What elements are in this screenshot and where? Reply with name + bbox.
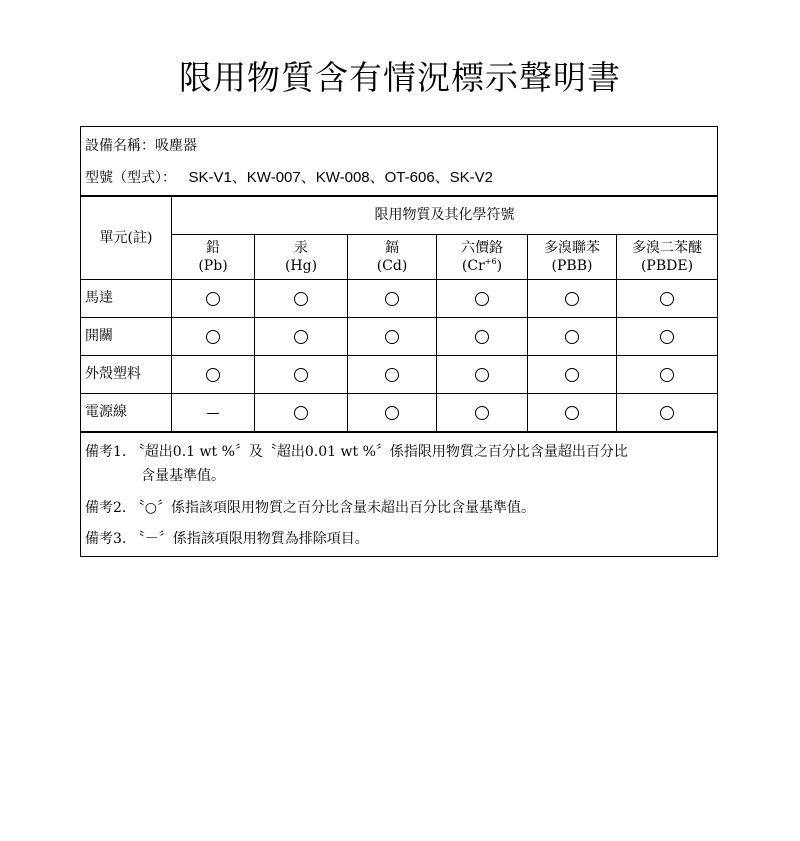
note-text: 〝○〞係指該項限用物質之百分比含量未超出百分比含量基準值。 <box>130 500 536 516</box>
model-value: SK-V1、KW-007、KW-008、OT-606、SK-V2 <box>188 169 494 186</box>
substance-header-pbb: 多溴聯苯 (PBB) <box>544 240 600 274</box>
divider <box>81 317 717 318</box>
compliant-circle-icon <box>660 406 674 420</box>
compliant-circle-icon <box>206 330 220 344</box>
compliant-circle-icon <box>475 368 489 382</box>
unit-header: 單元(註) <box>99 229 153 246</box>
substance-header-pbde: 多溴二苯醚 (PBDE) <box>632 240 702 274</box>
compliant-circle-icon <box>565 368 579 382</box>
note-1-continued: 含量基準值。 <box>141 468 225 484</box>
compliant-circle-icon <box>385 368 399 382</box>
note-2 <box>85 499 535 517</box>
row-unit-power-cord: 電源線 <box>85 404 127 420</box>
model-number <box>85 169 493 187</box>
compliant-circle-icon <box>475 292 489 306</box>
note-text: 〝超出0.1 wt %〞及〝超出0.01 wt %〞係指限用物質之百分比含量超出百分比 <box>130 444 628 460</box>
row-unit-housing-plastic: 外殼塑料 <box>85 366 141 382</box>
compliant-circle-icon <box>385 330 399 344</box>
page-title: 限用物質含有情況標示聲明書 <box>179 58 621 97</box>
compliant-circle-icon <box>294 330 308 344</box>
excluded-dash-icon <box>207 413 219 414</box>
divider <box>81 431 717 433</box>
divider <box>81 393 717 394</box>
compliant-circle-icon <box>206 368 220 382</box>
row-unit-switch: 開關 <box>85 328 113 344</box>
compliant-circle-icon <box>660 330 674 344</box>
note-label: 備考3. <box>85 531 127 547</box>
equipment-name <box>85 137 197 155</box>
note-label: 備考1. <box>85 444 127 460</box>
compliant-circle-icon <box>565 292 579 306</box>
compliant-circle-icon <box>294 406 308 420</box>
note-label: 備考2. <box>85 500 127 516</box>
compliant-circle-icon <box>385 406 399 420</box>
declaration-form <box>80 126 718 557</box>
compliant-circle-icon <box>294 368 308 382</box>
substance-header-lead: 鉛 (Pb) <box>198 240 228 274</box>
compliant-circle-icon <box>294 292 308 306</box>
note-text: 〝－〞係指該項限用物質為排除項目。 <box>130 531 369 547</box>
compliant-circle-icon <box>206 292 220 306</box>
compliant-circle-icon <box>565 330 579 344</box>
substance-header-mercury: 汞 (Hg) <box>284 240 318 274</box>
divider <box>81 279 717 280</box>
note-1 <box>85 443 628 461</box>
note-3 <box>85 530 369 548</box>
compliant-circle-icon <box>565 406 579 420</box>
compliant-circle-icon <box>475 330 489 344</box>
row-unit-motor: 馬達 <box>85 290 113 306</box>
compliant-circle-icon <box>475 406 489 420</box>
equipment-value: 吸塵器 <box>155 138 197 154</box>
substance-header-hexavalent-chromium: 六價鉻 $(Cr^{+6})$ <box>461 240 503 274</box>
equipment-label: 設備名稱： <box>85 138 155 154</box>
divider <box>81 355 717 356</box>
substance-header-cadmium: 鎘 (Cd) <box>376 240 408 274</box>
substance-group-header: 限用物質及其化學符號 <box>374 207 515 223</box>
compliant-circle-icon <box>385 292 399 306</box>
compliant-circle-icon <box>660 368 674 382</box>
compliant-circle-icon <box>660 292 674 306</box>
model-label: 型號（型式）： <box>85 170 176 186</box>
